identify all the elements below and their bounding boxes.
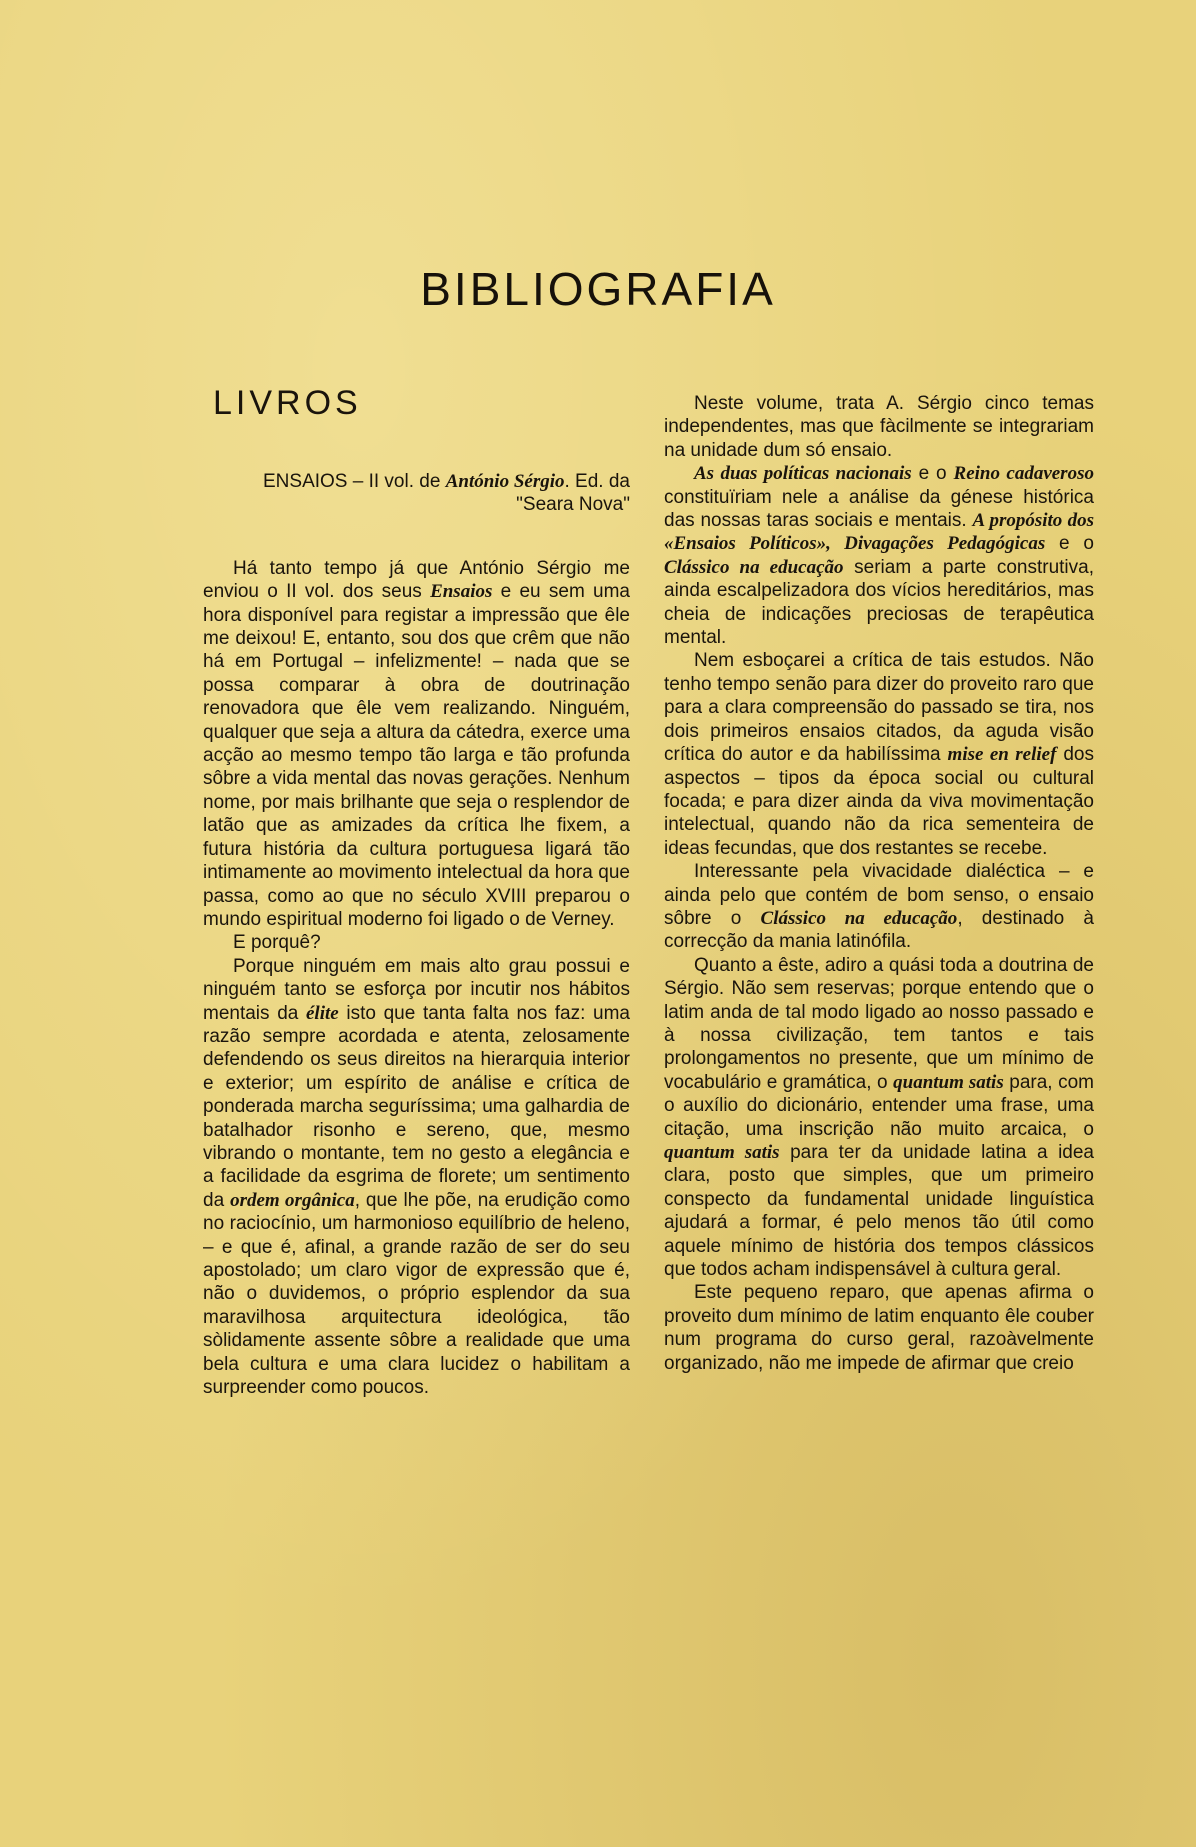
text-run: Há tanto tempo já que António Sérgio me enviou o II vol. dos seus bbox=[203, 557, 630, 603]
text-run: Nem esboçarei a crítica de tais estudos. Não tenho tempo senão para dizer do proveito raro que para a clara compreensão do passado se tira, nos dois primeiros ensaios citados, da aguda visão crítica do autor e da habilíssima bbox=[664, 650, 1094, 766]
italic-text: quantum satis bbox=[664, 1142, 780, 1163]
text-run: Neste volume, trata A. Sérgio cinco temas independentes, mas que fàcilmente se integrariam na unidade dum só ensaio. bbox=[664, 393, 1094, 461]
paragraph bbox=[203, 931, 630, 954]
text-run: para, com o auxílio do dicionário, entender uma frase, uma citação, uma inscrição não muito arcaica, o bbox=[664, 1071, 1094, 1140]
paragraph bbox=[664, 462, 1094, 649]
right-column bbox=[664, 392, 1094, 1375]
italic-text: quantum satis bbox=[893, 1071, 1004, 1093]
text-run: ENSAIOS – II vol. de bbox=[263, 471, 446, 492]
italic-text: Clássico na educação bbox=[664, 556, 844, 578]
text-run: , que lhe põe, na erudição como no raciocínio, um harmonioso equilíbrio de heleno, – e que é, afinal, a grande razão de ser do seu apostolado; um claro vigor de expressão que é, não o duvidemos, o próprio esplendor da sua maravilhosa arquitectura ideológica, tão sòlidamente assente sôbre a realidade que uma bela cultura e uma clara lucidez o habilitam a surpreender como poucos. bbox=[203, 1189, 631, 1399]
italic-text: Reino cadaveroso bbox=[953, 463, 1094, 485]
text-run: , destinado à correcção da mania latinófila. bbox=[664, 907, 1094, 953]
text-run: . Ed. da "Seara Nova" bbox=[516, 471, 630, 516]
book-reference bbox=[203, 470, 630, 517]
text-run: Porque ninguém em mais alto grau possui e ninguém tanto se esforça por incutir nos hábitos mentais da bbox=[203, 955, 630, 1024]
left-column-body bbox=[203, 557, 630, 1400]
text-run: para ter da unidade latina a idea clara, posto que simples, que um primeiro conspecto da fundamental unidade linguística ajudará a formar, é pelo menos tão útil como aquele mínimo de história dos tempos clássicos que todos acham indispensável à cultura geral. bbox=[664, 1142, 1094, 1281]
text-run: e o bbox=[1045, 533, 1094, 555]
paragraph bbox=[664, 1281, 1094, 1375]
right-column-body bbox=[664, 392, 1094, 1375]
italic-text: élite bbox=[306, 1002, 339, 1024]
text-run: isto que tanta falta nos faz: uma razão sempre acordada e atenta, zelosamente defendendo os seus direitos na hierarquia interior e exterior; um espírito de análise e crítica de ponderada marcha seguríssima; uma galhardia de batalhador risonho e sereno, que, mesmo vibrando o montante, tem no gesto a elegância e a facilidade da esgrima de florete; um sentimento da bbox=[203, 1002, 630, 1211]
italic-text: A propósito dos «Ensaios Políticos», Divagações Pedagógicas bbox=[664, 510, 1094, 555]
italic-text: António Sérgio bbox=[445, 471, 565, 492]
italic-text: As duas políticas nacionais bbox=[694, 463, 912, 485]
text-run: Este pequeno reparo, que apenas afirma o proveito dum mínimo de latim enquanto êle couber num programa do curso geral, razoàvelmente organizado, não me impede de afirmar que creio bbox=[664, 1282, 1094, 1374]
text-run: constituïriam nele a análise da génese histórica das nossas taras sociais e mentais. bbox=[664, 486, 1094, 532]
italic-text: mise en relief bbox=[947, 744, 1057, 766]
section-title: LIVROS bbox=[213, 384, 362, 422]
text-run: Quanto a êste, adiro a quási toda a doutrina de Sérgio. Não sem reservas; porque entendo que o latim anda de tal modo ligado ao nosso passado e à nossa civilização, tem tantos e tais prolongamentos no presente, que um mínimo de vocabulário e gramática, o bbox=[664, 954, 1094, 1093]
italic-text: Ensaios bbox=[430, 581, 493, 603]
text-run: seriam a parte construtiva, ainda escalpelizadora dos vícios hereditários, mas cheia de indicações preciosas de terapêutica mental. bbox=[664, 556, 1094, 649]
paragraph bbox=[664, 649, 1094, 860]
italic-text: ordem orgânica bbox=[230, 1189, 355, 1211]
page-title: BIBLIOGRAFIA bbox=[420, 263, 776, 315]
paragraph bbox=[203, 557, 630, 932]
italic-text: Clássico na educação bbox=[760, 907, 958, 929]
text-run: dos aspectos – tipos da época social ou cultural focada; e para dizer ainda da viva movimentação intelectual, quando não da rica sementeira de ideas fecundas, que dos restantes se recebe. bbox=[664, 744, 1095, 859]
paragraph bbox=[664, 954, 1094, 1282]
paragraph bbox=[664, 392, 1094, 462]
text-run: E porquê? bbox=[233, 932, 321, 954]
text-run: e eu sem uma hora disponível para registar a impressão que êle me deixou! E, entanto, sou dos que crêm que não há em Portugal – infelizmente! – nada que se possa comparar à obra de doutrinação renovadora que êle vem realizando. Ninguém, qualquer que seja a altura da cátedra, exerce uma acção ao mesmo tempo tão larga e tão profunda sôbre a vida mental das novas gerações. Nenhum nome, por mais brilhante que seja o resplendor de latão que as amizades da crítica lhe fixem, a futura história da cultura portuguesa ligará tão intimamente ao movimento intelectual da hora que passa, como ao que no século XVIII preparou o mundo espiritual moderno foi ligado o de Verney. bbox=[203, 581, 631, 930]
left-column bbox=[203, 470, 630, 1399]
text-run: e o bbox=[911, 463, 954, 485]
paragraph bbox=[203, 955, 630, 1400]
paragraph bbox=[664, 860, 1094, 954]
text-run: Interessante pela vivacidade dialéctica – e ainda pelo que contém de bom senso, o ensaio sôbre o bbox=[664, 861, 1094, 929]
